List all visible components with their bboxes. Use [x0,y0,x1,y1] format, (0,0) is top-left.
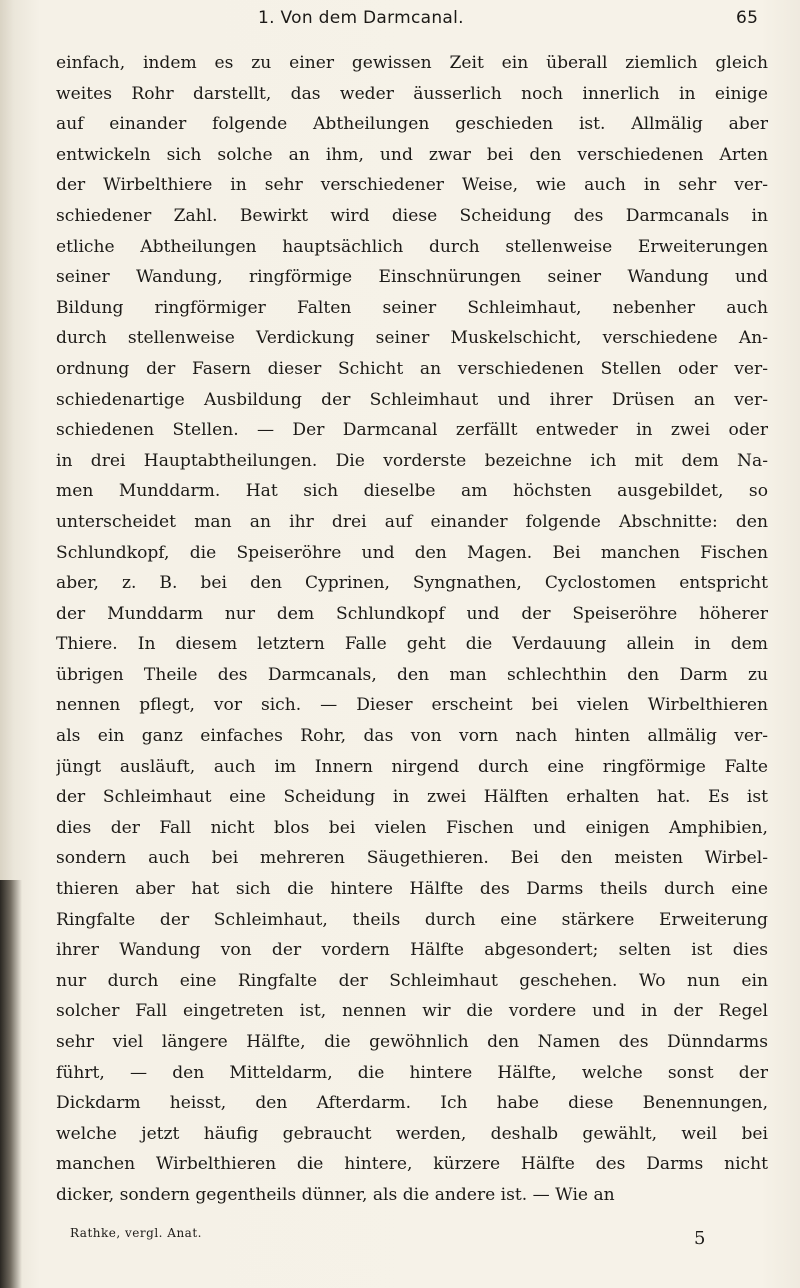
text-line: schiedener Zahl. Bewirkt wird diese Scheidung des Darmcanals in [56,205,768,226]
text-line: Bildung ringförmiger Falten seiner Schleimhaut, nebenher auch [56,297,768,318]
text-line: entwickeln sich solche an ihm, und zwar bei den verschiedenen Arten [56,144,768,165]
text-line: ordnung der Fasern dieser Schicht an verschiedenen Stellen oder ver- [56,358,768,379]
page-number: 65 [736,8,759,28]
text-line: men Munddarm. Hat sich dieselbe am höchsten ausgebildet, so [56,481,768,502]
text-line: etliche Abtheilungen hauptsächlich durch stellenweise Erweiterungen [56,236,768,257]
text-line: welche jetzt häufig gebraucht werden, deshalb gewählt, weil bei [56,1123,768,1144]
text-line: der Schleimhaut eine Scheidung in zwei Hälften erhalten hat. Es ist [56,787,768,808]
text-line: Ringfalte der Schleimhaut, theils durch eine stärkere Erweiterung [56,909,768,930]
text-line: dicker, sondern gegentheils dünner, als die andere ist. — Wie an [56,1184,615,1205]
text-line: schiedenartige Ausbildung der Schleimhaut und ihrer Drüsen an ver- [56,389,768,410]
binding-shadow [0,880,22,1288]
text-line: durch stellenweise Verdickung seiner Muskelschicht, verschiedene An- [56,328,768,349]
text-line: in drei Hauptabtheilungen. Die vorderste bezeichne ich mit dem Na- [56,450,768,471]
text-line: sondern auch bei mehreren Säugethieren. Bei den meisten Wirbel- [56,848,768,869]
text-line: führt, — den Mitteldarm, die hintere Hälfte, welche sonst der [56,1062,768,1083]
text-line: übrigen Theile des Darmcanals, den man schlechthin den Darm zu [56,664,768,685]
text-line: sehr viel längere Hälfte, die gewöhnlich den Namen des Dünndarms [56,1032,768,1052]
page-footer [70,1226,770,1252]
text-line: seiner Wandung, ringförmige Einschnürungen seiner Wandung und [56,267,768,288]
signature-mark: Rathke, vergl. Anat. [70,1226,202,1240]
text-line: ihrer Wandung von der vordern Hälfte abgesondert; selten ist dies [56,940,768,961]
body-text [56,48,768,1211]
text-line: nennen pflegt, vor sich. — Dieser erscheint bei vielen Wirbelthieren [56,695,768,716]
text-line: weites Rohr darstellt, das weder äusserlich noch innerlich in einige [56,83,768,104]
text-line: der Wirbelthiere in sehr verschiedener Weise, wie auch in sehr ver- [56,175,768,196]
text-line: unterscheidet man an ihr drei auf einander folgende Abschnitte: den [56,511,768,532]
running-header [0,6,800,36]
text-line: der Munddarm nur dem Schlundkopf und der Speiseröhre höherer [56,603,768,624]
text-line: Thiere. In diesem letztern Falle geht die Verdauung allein in dem [56,634,768,655]
text-line: auf einander folgende Abtheilungen geschieden ist. Allmälig aber [56,114,768,135]
text-line: dies der Fall nicht blos bei vielen Fischen und einigen Amphibien, [56,817,768,838]
text-line: Dickdarm heisst, den Afterdarm. Ich habe diese Benennungen, [56,1093,768,1114]
text-line: jüngt ausläuft, auch im Innern nirgend durch eine ringförmige Falte [56,756,768,777]
running-title: 1. Von dem Darmcanal. [258,8,464,28]
text-line: schiedenen Stellen. — Der Darmcanal zerfällt entweder in zwei oder [56,420,768,441]
text-line: thieren aber hat sich die hintere Hälfte des Darms theils durch eine [56,879,768,900]
text-line: nur durch eine Ringfalte der Schleimhaut geschehen. Wo nun ein [56,970,768,991]
text-line: einfach, indem es zu einer gewissen Zeit ein überall ziemlich gleich [56,53,768,73]
text-line: solcher Fall eingetreten ist, nennen wir die vordere und in der Regel [56,1001,768,1022]
text-line: als ein ganz einfaches Rohr, das von vorn nach hinten allmälig ver- [56,726,768,747]
signature-number: 5 [694,1228,706,1249]
text-line: aber, z. B. bei den Cyprinen, Syngnathen, Cyclostomen entspricht [56,573,768,594]
text-line: Schlundkopf, die Speiseröhre und den Magen. Bei manchen Fischen [56,542,768,563]
text-line: manchen Wirbelthieren die hintere, kürzere Hälfte des Darms nicht [56,1154,768,1175]
